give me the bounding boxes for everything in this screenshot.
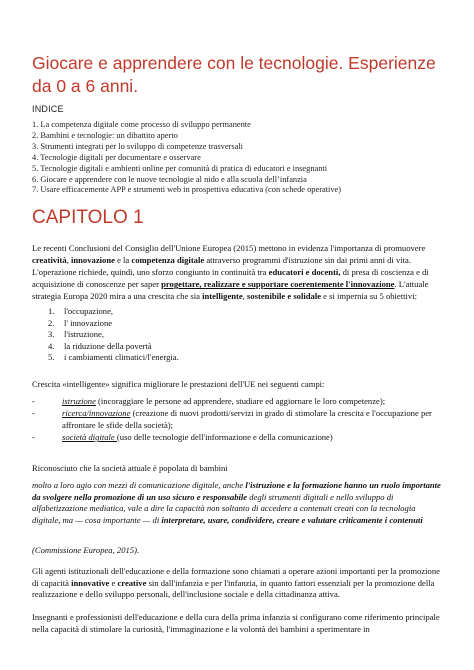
item-text: l'occupazione, (64, 306, 114, 316)
teachers-paragraph: Insegnanti e professionisti dell'educazione e della cura della prima infanzia si configurano come riferimento principale nella capacità di stimolare la curiosità, l'immaginazione e la volontà dei bambini a sperimentare in (32, 612, 440, 634)
underlined-phrase: progettare, realizzare e supportare coerentemente l'innovazione (161, 279, 395, 289)
toc-item: 2. Bambini e tecnologie: un dibattito aperto (32, 130, 178, 140)
intro-paragraph (32, 242, 444, 302)
field-text: (creazione di nuovi prodotti/servizi in grado di stimolare la crescita e l'occupazione per affrontare le sfide della società); (62, 408, 432, 430)
quote-paragraph (32, 480, 444, 526)
growth-paragraph: Crescita «intelligente» significa migliorare le prestazioni dell'UE nei seguenti campi: (32, 379, 325, 389)
list-item (32, 408, 444, 431)
text-run: Le recenti Conclusioni del Consiglio dell'Unione Europea (2015) mettono in evidenza l'importanza di promuovere (32, 243, 426, 253)
field-term: istruzione (62, 396, 96, 406)
toc-item: 5. Tecnologie digitali e ambienti online per comunità di pratica di educatori e insegnanti (32, 163, 328, 173)
citation: (Commissione Europea, 2015). (32, 545, 140, 555)
text-run: di presa di coscienza e di acquisizione di conoscenze per saper (32, 267, 429, 289)
list-item (32, 432, 444, 443)
text-run: sin dall'infanzia e per l'infanzia, in quanto fattori essenziali per la promozione della realizzazione e dello sviluppo personali, dell'inclusione sociale e della cittadinanza attiva. (32, 577, 435, 600)
item-number: 3. (48, 329, 55, 340)
field-term: società digitale (62, 432, 117, 443)
text-run: molto a loro agio con mezzi di comunicazione digitale, anche (32, 480, 246, 490)
toc-item: 3. Strumenti integrati per lo sviluppo di competenze trasversali (32, 141, 243, 151)
text-run: e (109, 577, 118, 588)
bold-term: interpretare, usare, condividere, creare e valutare criticamente i contenuti (161, 514, 423, 525)
list-item (48, 306, 179, 318)
text-run: degli strumenti digitali e nello sviluppo di alfabetizzazione mediatica, vale a dire la capacità non soltanto di accedere a contenuti creati con la tecnologia digitale, ma — cosa importante — di (32, 491, 416, 525)
list-item (32, 396, 444, 407)
table-of-contents (32, 120, 341, 196)
bullet-dash: - (32, 432, 35, 443)
text-run: attraverso programmi d'istruzione sin dai primi anni di vita. L'operazione richiede, quindi, uno sforzo congiunto in continuità tra (32, 255, 411, 277)
item-number: 1. (48, 306, 55, 316)
text-run: . L'attuale strategia Europa 2020 mira a una crescita che sia (32, 279, 429, 301)
text-run: , (66, 255, 71, 265)
index-label: INDICE (32, 104, 64, 114)
item-text: l' innovazione (64, 317, 113, 328)
item-text: i cambiamenti climatici/l'energia. (64, 352, 179, 363)
item-text: l'istruzione, (64, 329, 104, 340)
objectives-list (48, 306, 179, 364)
bold-term: l'istruzione e la formazione hanno un ruolo importante da svolgere nella promozione di un uso sicuro e responsabile (32, 480, 441, 502)
item-number: 4. (48, 340, 55, 351)
chapter-heading: CAPITOLO 1 (32, 207, 144, 228)
text-run: , (242, 291, 248, 301)
item-text: la riduzione della povertà (64, 340, 152, 351)
bold-term: intelligente (202, 291, 243, 301)
toc-item: 1. La competenza digitale come processo di sviluppo permanente (32, 120, 251, 129)
bold-term: educatori e docenti, (268, 267, 341, 277)
list-item (48, 329, 179, 341)
text-run: Gli agenti istituzionali dell'educazione e della formazione sono chiamati a operare azioni importanti per la promozione di capacità (32, 566, 440, 588)
bold-term: competenza digitale (131, 255, 205, 265)
list-item (48, 352, 179, 364)
document-title: Giocare e apprendere con le tecnologie. Esperienze da 0 a 6 anni. (32, 53, 436, 96)
field-term: ricerca/innovazione (62, 408, 131, 419)
bold-term: sostenibile e solidale (247, 291, 322, 301)
bold-term: creatività (32, 255, 67, 265)
agents-paragraph (32, 566, 444, 601)
text-run: e la (114, 255, 132, 265)
bold-term: creative (117, 577, 147, 588)
field-text: (uso delle tecnologie dell'informazione e della comunicazione) (116, 432, 333, 443)
fields-list (32, 396, 444, 445)
bullet-dash: - (32, 396, 35, 406)
list-item (48, 341, 179, 353)
text-run: e si impernia su 5 obiettivi: (321, 291, 417, 301)
bullet-dash: - (32, 408, 35, 419)
field-text: (incoraggiare le persone ad apprendere, studiare ed aggiornare le loro competenze); (95, 396, 386, 406)
toc-item: 7. Usare efficacemente APP e strumenti web in prospettiva educativa (con schede operative) (32, 185, 342, 195)
children-paragraph: Riconosciuto che la società attuale è popolata di bambini (32, 463, 228, 473)
list-item (48, 318, 179, 330)
item-number: 5. (48, 352, 55, 363)
toc-item: 6. Giocare e apprendere con le nuove tecnologie al nido e alla scuola dell’infanzia (32, 174, 307, 184)
bold-term: innovazione (70, 255, 115, 265)
item-number: 2. (48, 317, 55, 328)
bold-term: innovative (71, 577, 110, 588)
toc-item: 4. Tecnologie digitali per documentare e osservare (32, 152, 201, 162)
